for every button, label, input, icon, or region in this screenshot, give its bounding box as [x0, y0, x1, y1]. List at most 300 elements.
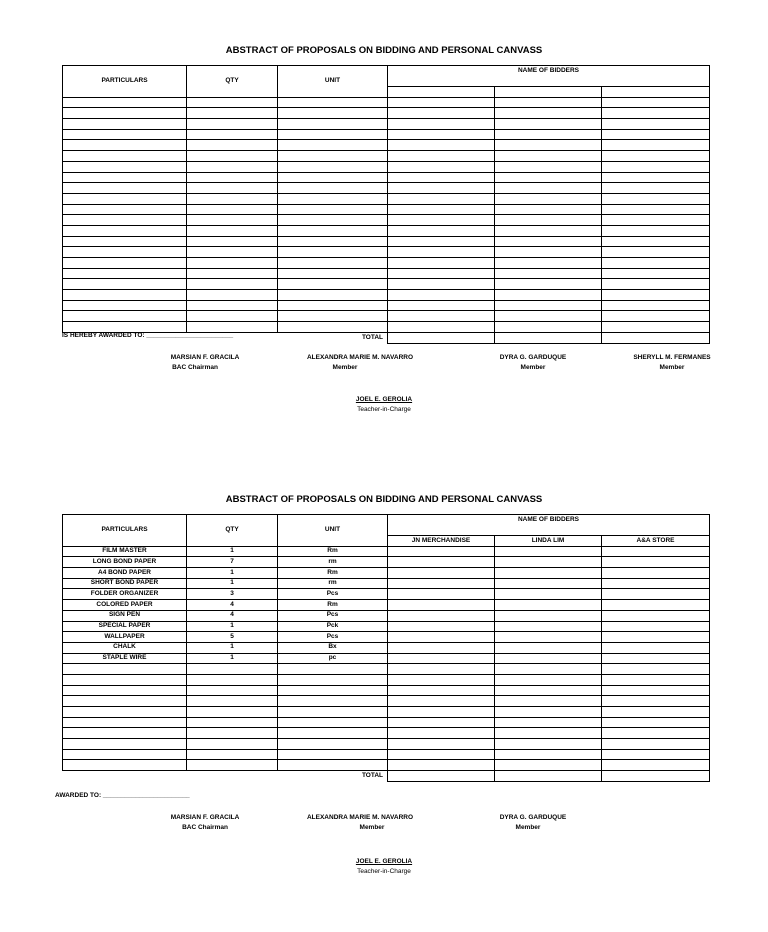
signatory-role: Member	[359, 824, 385, 831]
bidder-3-price-cell	[602, 546, 710, 557]
table-row	[63, 108, 710, 119]
total-label: TOTAL	[63, 332, 388, 343]
bidder-2-price-cell	[495, 739, 602, 750]
form2-teacher-in-charge	[0, 857, 768, 877]
particular-cell	[63, 119, 187, 130]
qty-cell: 1	[187, 546, 278, 557]
table-row	[63, 129, 710, 140]
bidder-1-price-cell	[388, 642, 495, 653]
bidder-1-price-cell	[388, 247, 495, 258]
particular-cell	[63, 161, 187, 172]
unit-cell: Pcs	[278, 589, 388, 600]
total-row	[63, 771, 710, 782]
qty-cell	[187, 290, 278, 301]
unit-cell	[278, 215, 388, 226]
bidder-3-price-cell	[602, 193, 710, 204]
particular-cell	[63, 183, 187, 194]
unit-cell: rm	[278, 557, 388, 568]
bidder-1-price-cell	[388, 151, 495, 162]
unit-cell	[278, 204, 388, 215]
particulars-header: PARTICULARS	[63, 515, 187, 547]
bidder-1-price-cell	[388, 140, 495, 151]
bidder-1-price-cell	[388, 215, 495, 226]
bidder-1-price-cell	[388, 193, 495, 204]
qty-cell	[187, 268, 278, 279]
table-row	[63, 610, 710, 621]
particular-cell: SHORT BOND PAPER	[63, 578, 187, 589]
table-row	[63, 97, 710, 108]
bidder-3-price-cell	[602, 129, 710, 140]
bidder-1-price-cell	[388, 610, 495, 621]
bidder-1-price-cell	[388, 204, 495, 215]
bidder-2-price-cell	[495, 97, 602, 108]
bidder-3-price-cell	[602, 653, 710, 664]
unit-cell: pc	[278, 653, 388, 664]
particular-cell	[63, 760, 187, 771]
qty-cell	[187, 685, 278, 696]
qty-cell	[187, 664, 278, 675]
bidder-3-name	[602, 87, 710, 98]
table-row	[63, 161, 710, 172]
bidder-2-price-cell	[495, 610, 602, 621]
teacher-role: Teacher-in-Charge	[357, 868, 411, 875]
bidder-3-price-cell	[602, 183, 710, 194]
particular-cell: FOLDER ORGANIZER	[63, 589, 187, 600]
particular-cell	[63, 236, 187, 247]
form2-rows	[63, 546, 710, 781]
bidder-3-price-cell	[602, 557, 710, 568]
particular-cell	[63, 300, 187, 311]
unit-cell	[278, 696, 388, 707]
qty-cell	[187, 739, 278, 750]
bidder-3-price-cell	[602, 268, 710, 279]
particular-cell	[63, 739, 187, 750]
unit-cell: Pcs	[278, 610, 388, 621]
unit-cell	[278, 707, 388, 718]
table-row	[63, 183, 710, 194]
qty-cell	[187, 696, 278, 707]
particular-cell	[63, 268, 187, 279]
bidder-1-price-cell	[388, 279, 495, 290]
bidder-1-price-cell	[388, 600, 495, 611]
bidder-2-price-cell	[495, 589, 602, 600]
bidder-2-price-cell	[495, 696, 602, 707]
qty-cell: 4	[187, 600, 278, 611]
bidder-3-price-cell	[602, 300, 710, 311]
bidder-3-price-cell	[602, 632, 710, 643]
bidder-1-price-cell	[388, 674, 495, 685]
bidder-1-price-cell	[388, 258, 495, 269]
bidder-3-price-cell	[602, 311, 710, 322]
qty-cell	[187, 311, 278, 322]
qty-header: QTY	[187, 515, 278, 547]
table-row	[63, 225, 710, 236]
particular-cell	[63, 290, 187, 301]
qty-cell: 1	[187, 653, 278, 664]
table-row	[63, 674, 710, 685]
form1-teacher-in-charge	[0, 395, 768, 415]
bidder-3-price-cell	[602, 290, 710, 301]
signatory-role: Member	[520, 364, 546, 371]
particular-cell	[63, 707, 187, 718]
bidder-3-price-cell	[602, 707, 710, 718]
table-row	[63, 664, 710, 675]
bidder-3-price-cell	[602, 108, 710, 119]
particular-cell	[63, 151, 187, 162]
bidder-2-price-cell	[495, 557, 602, 568]
signatory-role: Member	[659, 364, 685, 371]
qty-cell	[187, 151, 278, 162]
bidder-2-price-cell	[495, 600, 602, 611]
bidder-2-price-cell	[495, 108, 602, 119]
form1-awarded-to: IS HEREBY AWARDED TO: ________________________	[62, 332, 234, 339]
form2-signatory-2	[290, 813, 430, 833]
bidder-3-price-cell	[602, 749, 710, 760]
qty-cell	[187, 161, 278, 172]
bidder-1-price-cell	[388, 322, 495, 333]
bidders-header: NAME OF BIDDERS	[388, 66, 710, 87]
bidder-3-price-cell	[602, 685, 710, 696]
bidder-1-price-cell	[388, 749, 495, 760]
bidder-1-price-cell	[388, 172, 495, 183]
bidder-3-price-cell	[602, 739, 710, 750]
particular-cell: STAPLE WIRE	[63, 653, 187, 664]
bidder-2-total-cell	[495, 771, 602, 782]
table-row	[63, 204, 710, 215]
qty-cell	[187, 183, 278, 194]
table-row	[63, 632, 710, 643]
particular-cell	[63, 204, 187, 215]
unit-cell	[278, 685, 388, 696]
particular-cell	[63, 674, 187, 685]
bidder-3-price-cell	[602, 151, 710, 162]
bidder-2-name	[495, 87, 602, 98]
form1-table	[62, 65, 710, 344]
bidder-3-price-cell	[602, 621, 710, 632]
bidder-2-price-cell	[495, 300, 602, 311]
bidder-2-price-cell	[495, 215, 602, 226]
particular-cell	[63, 696, 187, 707]
table-row	[63, 653, 710, 664]
particular-cell	[63, 108, 187, 119]
bidder-3-price-cell	[602, 664, 710, 675]
bidder-2-price-cell	[495, 151, 602, 162]
bidder-2-price-cell	[495, 290, 602, 301]
table-row	[63, 642, 710, 653]
table-row	[63, 749, 710, 760]
bidder-1-price-cell	[388, 108, 495, 119]
qty-cell	[187, 247, 278, 258]
bidder-2-price-cell	[495, 247, 602, 258]
bidder-1-price-cell	[388, 119, 495, 130]
unit-cell	[278, 193, 388, 204]
table-row	[63, 268, 710, 279]
unit-cell: rm	[278, 578, 388, 589]
bidder-3-total-cell	[602, 771, 710, 782]
table-row	[63, 140, 710, 151]
unit-cell	[278, 97, 388, 108]
bidder-1-price-cell	[388, 290, 495, 301]
bidder-3-price-cell	[602, 236, 710, 247]
teacher-role: Teacher-in-Charge	[357, 406, 411, 413]
bidder-3-price-cell	[602, 600, 710, 611]
unit-cell	[278, 161, 388, 172]
qty-cell	[187, 236, 278, 247]
particular-cell	[63, 258, 187, 269]
bidder-1-price-cell	[388, 268, 495, 279]
bidder-1-price-cell	[388, 236, 495, 247]
form2-table	[62, 514, 710, 782]
particular-cell	[63, 193, 187, 204]
table-row	[63, 236, 710, 247]
particular-cell	[63, 247, 187, 258]
unit-cell	[278, 300, 388, 311]
unit-cell	[278, 183, 388, 194]
form1-signatory-2	[290, 353, 430, 373]
particular-cell: LONG BOND PAPER	[63, 557, 187, 568]
signatory-name: DYRA G. GARDUQUE	[499, 354, 567, 361]
bidder-3-price-cell	[602, 760, 710, 771]
qty-cell	[187, 760, 278, 771]
qty-cell	[187, 707, 278, 718]
signatory-name: ALEXANDRA MARIE M. NAVARRO	[306, 354, 414, 361]
bidder-2-price-cell	[495, 311, 602, 322]
table-row	[63, 717, 710, 728]
signatory-role: BAC Chairman	[172, 364, 218, 371]
particulars-header: PARTICULARS	[63, 66, 187, 98]
bidder-1-price-cell	[388, 225, 495, 236]
bidder-3-price-cell	[602, 610, 710, 621]
bidder-2-price-cell	[495, 193, 602, 204]
bidder-3-price-cell	[602, 225, 710, 236]
bidder-1-price-cell	[388, 728, 495, 739]
qty-cell	[187, 140, 278, 151]
unit-cell	[278, 674, 388, 685]
particular-cell: SPECIAL PAPER	[63, 621, 187, 632]
table-row	[63, 546, 710, 557]
unit-cell	[278, 225, 388, 236]
bidder-2-price-cell	[495, 119, 602, 130]
bidder-1-price-cell	[388, 300, 495, 311]
total-label: TOTAL	[63, 771, 388, 782]
bidder-2-price-cell	[495, 717, 602, 728]
qty-cell: 4	[187, 610, 278, 621]
bidder-3-price-cell	[602, 97, 710, 108]
qty-cell	[187, 108, 278, 119]
bidder-3-price-cell	[602, 119, 710, 130]
bidder-2-price-cell	[495, 236, 602, 247]
qty-cell	[187, 225, 278, 236]
bidder-2-price-cell	[495, 728, 602, 739]
table-row	[63, 707, 710, 718]
unit-header: UNIT	[278, 66, 388, 98]
qty-cell	[187, 258, 278, 269]
bidder-1-price-cell	[388, 739, 495, 750]
bidder-1-price-cell	[388, 568, 495, 579]
bidder-3-price-cell	[602, 642, 710, 653]
unit-cell	[278, 151, 388, 162]
particular-cell: CHALK	[63, 642, 187, 653]
bidder-3-price-cell	[602, 172, 710, 183]
bidder-2-price-cell	[495, 129, 602, 140]
signatory-role: Member	[515, 824, 541, 831]
bidder-2-price-cell	[495, 664, 602, 675]
unit-cell	[278, 664, 388, 675]
bidder-1-price-cell	[388, 664, 495, 675]
bidder-2-name: LINDA LIM	[495, 536, 602, 547]
qty-cell	[187, 172, 278, 183]
bidder-2-price-cell	[495, 204, 602, 215]
bidder-2-total-cell	[495, 332, 602, 343]
bidder-3-price-cell	[602, 204, 710, 215]
qty-cell	[187, 279, 278, 290]
qty-header: QTY	[187, 66, 278, 98]
form2-title: ABSTRACT OF PROPOSALS ON BIDDING AND PERSONAL CANVASS	[225, 494, 543, 505]
signatory-role: BAC Chairman	[182, 824, 228, 831]
table-row	[63, 215, 710, 226]
bidder-2-price-cell	[495, 707, 602, 718]
bidder-1-price-cell	[388, 557, 495, 568]
qty-cell: 7	[187, 557, 278, 568]
particular-cell: SIGN PEN	[63, 610, 187, 621]
bidder-2-price-cell	[495, 632, 602, 643]
qty-cell: 1	[187, 642, 278, 653]
qty-cell	[187, 129, 278, 140]
bidder-2-price-cell	[495, 258, 602, 269]
bidder-1-price-cell	[388, 183, 495, 194]
bidder-2-price-cell	[495, 172, 602, 183]
particular-cell	[63, 279, 187, 290]
bidder-2-price-cell	[495, 279, 602, 290]
qty-cell: 3	[187, 589, 278, 600]
qty-cell: 1	[187, 568, 278, 579]
unit-cell	[278, 140, 388, 151]
table-row	[63, 311, 710, 322]
unit-cell	[278, 717, 388, 728]
bidder-2-price-cell	[495, 568, 602, 579]
bidder-1-total-cell	[388, 771, 495, 782]
bidder-1-price-cell	[388, 653, 495, 664]
unit-cell	[278, 760, 388, 771]
bidder-1-name: JN MERCHANDISE	[388, 536, 495, 547]
form2-signatory-3	[478, 813, 588, 833]
particular-cell: FILM MASTER	[63, 546, 187, 557]
bidder-3-price-cell	[602, 140, 710, 151]
unit-header: UNIT	[278, 515, 388, 547]
form1-signatory-4	[617, 353, 727, 373]
qty-cell	[187, 322, 278, 333]
qty-cell	[187, 193, 278, 204]
bidder-2-price-cell	[495, 322, 602, 333]
unit-cell	[278, 279, 388, 290]
unit-cell	[278, 739, 388, 750]
form1-title: ABSTRACT OF PROPOSALS ON BIDDING AND PERSONAL CANVASS	[225, 45, 543, 56]
particular-cell: A4 BOND PAPER	[63, 568, 187, 579]
particular-cell	[63, 172, 187, 183]
table-row	[63, 322, 710, 333]
table-row	[63, 247, 710, 258]
particular-cell	[63, 129, 187, 140]
form2-awarded-to: AWARDED TO: ________________________	[55, 792, 190, 799]
form2-signatory-1	[150, 813, 260, 833]
bidder-2-price-cell	[495, 183, 602, 194]
unit-cell	[278, 268, 388, 279]
unit-cell: Pcs	[278, 632, 388, 643]
bidder-3-price-cell	[602, 215, 710, 226]
qty-cell	[187, 119, 278, 130]
particular-cell	[63, 322, 187, 333]
table-row	[63, 151, 710, 162]
particular-cell	[63, 140, 187, 151]
table-row	[63, 696, 710, 707]
qty-cell	[187, 674, 278, 685]
bidder-1-price-cell	[388, 621, 495, 632]
unit-cell	[278, 108, 388, 119]
table-row	[63, 728, 710, 739]
bidder-1-price-cell	[388, 717, 495, 728]
qty-cell	[187, 749, 278, 760]
bidder-1-price-cell	[388, 760, 495, 771]
unit-cell: Rm	[278, 546, 388, 557]
bidder-2-price-cell	[495, 140, 602, 151]
bidder-3-price-cell	[602, 589, 710, 600]
qty-cell: 1	[187, 621, 278, 632]
unit-cell	[278, 247, 388, 258]
bidder-3-price-cell	[602, 161, 710, 172]
form1-rows	[63, 97, 710, 343]
signatory-name: MARSIAN F. GRACILA	[170, 354, 240, 361]
signatory-role: Member	[332, 364, 358, 371]
unit-cell: Rm	[278, 568, 388, 579]
unit-cell	[278, 749, 388, 760]
signatory-name: SHERYLL M. FERMANES	[633, 354, 711, 361]
particular-cell	[63, 717, 187, 728]
bidder-1-price-cell	[388, 632, 495, 643]
bidder-2-price-cell	[495, 578, 602, 589]
table-row	[63, 290, 710, 301]
bidder-1-price-cell	[388, 311, 495, 322]
bidder-3-price-cell	[602, 322, 710, 333]
qty-cell	[187, 300, 278, 311]
bidder-3-price-cell	[602, 578, 710, 589]
table-row	[63, 760, 710, 771]
bidders-header: NAME OF BIDDERS	[388, 515, 710, 536]
bidder-3-price-cell	[602, 674, 710, 685]
table-row	[63, 193, 710, 204]
qty-cell: 1	[187, 578, 278, 589]
particular-cell	[63, 664, 187, 675]
bidder-2-price-cell	[495, 621, 602, 632]
teacher-name: JOEL E. GEROLIA	[355, 396, 413, 403]
bidder-2-price-cell	[495, 760, 602, 771]
unit-cell: Pck	[278, 621, 388, 632]
bidder-3-price-cell	[602, 696, 710, 707]
particular-cell	[63, 749, 187, 760]
table-row	[63, 279, 710, 290]
bidder-3-total-cell	[602, 332, 710, 343]
bidder-1-price-cell	[388, 696, 495, 707]
table-row	[63, 557, 710, 568]
table-row	[63, 739, 710, 750]
table-row	[63, 621, 710, 632]
unit-cell	[278, 236, 388, 247]
table-row	[63, 568, 710, 579]
bidder-1-price-cell	[388, 707, 495, 718]
unit-cell: Rm	[278, 600, 388, 611]
bidder-1-price-cell	[388, 161, 495, 172]
particular-cell: WALLPAPER	[63, 632, 187, 643]
bidder-2-price-cell	[495, 685, 602, 696]
